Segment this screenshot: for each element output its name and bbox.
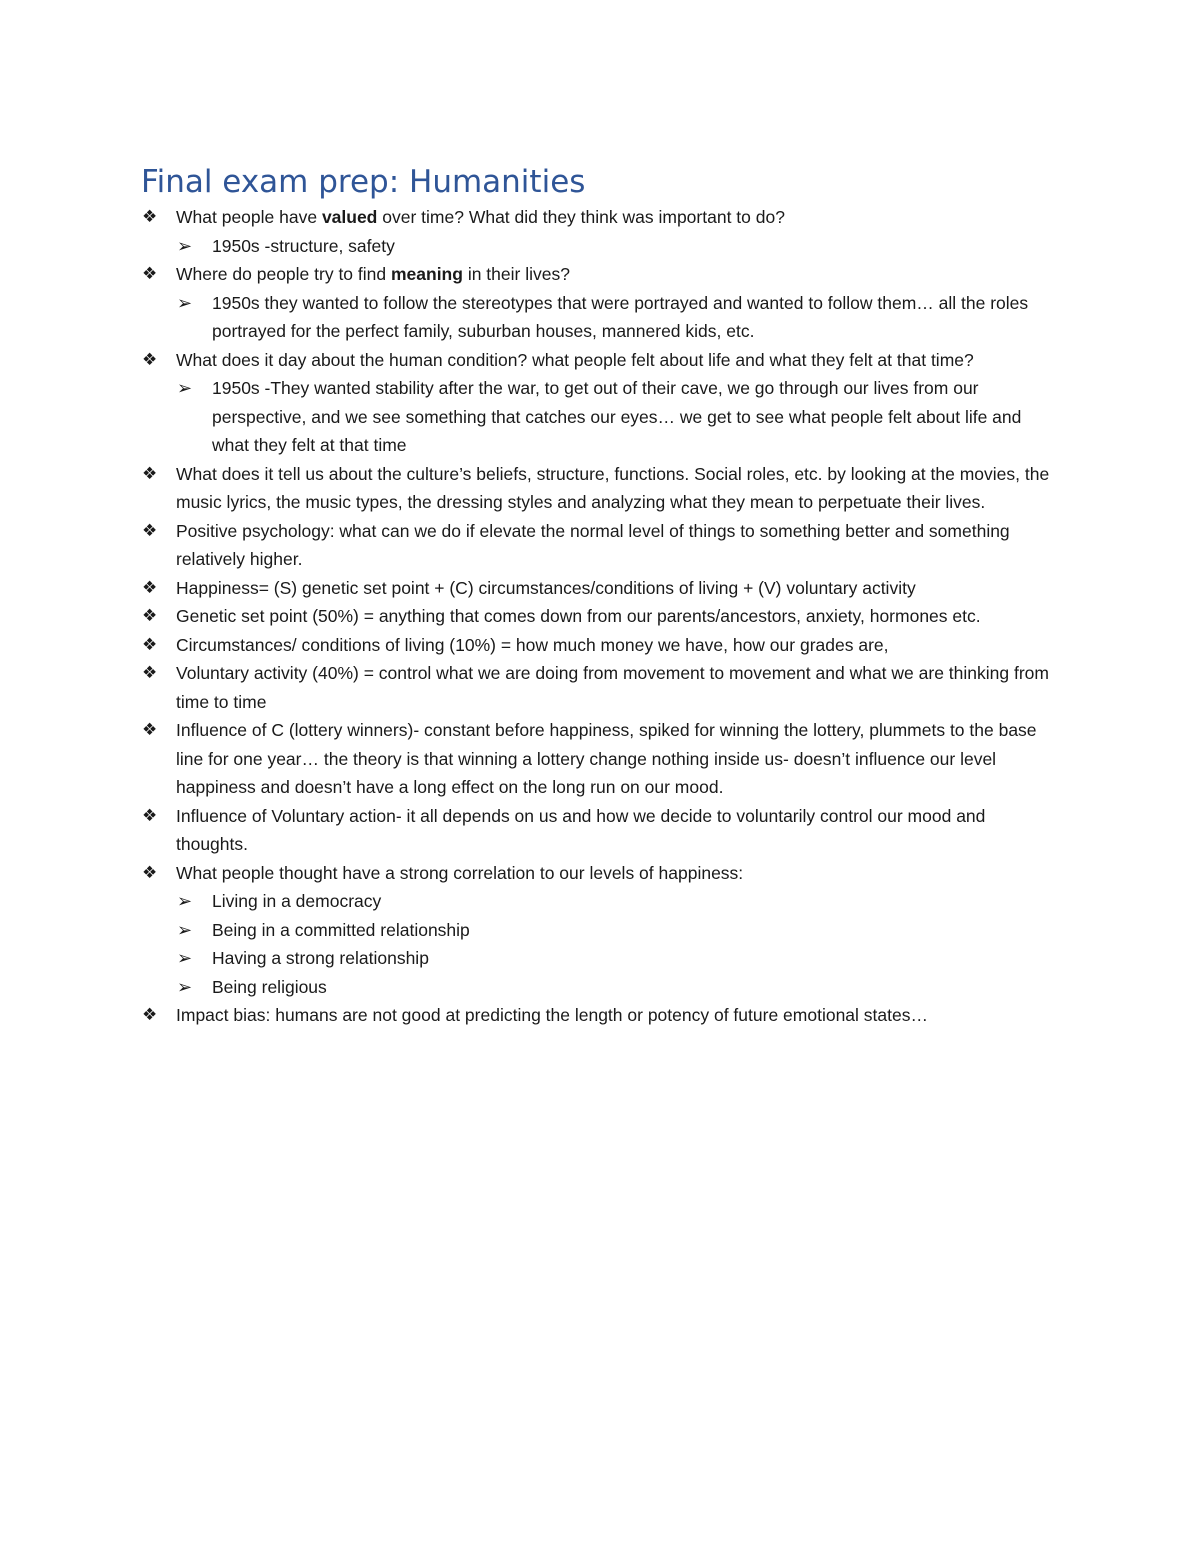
diamond-bullet-icon: ❖ (142, 634, 158, 654)
sub-list-item (141, 887, 1061, 916)
diamond-bullet-icon: ❖ (142, 862, 158, 882)
list-item (141, 346, 1061, 375)
sub-list-item (141, 374, 1061, 460)
list-item (141, 1001, 1061, 1030)
diamond-bullet-icon: ❖ (142, 663, 158, 682)
diamond-bullet-icon: ❖ (142, 606, 158, 625)
item-text: 1950s -They wanted stability after the war, to get out of their cave, we go through our lives from our perspective, and we see something that catches our eyes… we get to see what people felt about life and what they felt at that time (212, 378, 1022, 455)
diamond-bullet-icon: ❖ (142, 720, 158, 739)
arrow-bullet-icon: ➢ (177, 976, 193, 997)
diamond-bullet-icon: ❖ (142, 577, 158, 597)
arrow-bullet-icon: ➢ (177, 235, 193, 256)
item-text: Circumstances/ conditions of living (10%) = how much money we have, how our grades are, (176, 634, 889, 655)
arrow-bullet-icon: ➢ (177, 948, 193, 968)
list-item (141, 602, 1061, 631)
sub-list-item (141, 973, 1061, 1002)
list-item (141, 574, 1061, 603)
sub-list-item (141, 232, 1061, 261)
list-item (141, 260, 1061, 289)
arrow-bullet-icon: ➢ (177, 292, 193, 313)
item-text: Where do people try to find (176, 264, 391, 284)
sub-list-item (141, 916, 1061, 945)
item-text: Happiness= (S) genetic set point + (C) circumstances/conditions of living + (V) voluntary activity (176, 577, 916, 598)
list-item (141, 631, 1061, 660)
list-item (141, 716, 1061, 802)
item-text: Having a strong relationship (212, 948, 429, 968)
list-item (141, 460, 1061, 517)
item-text: in their lives? (462, 264, 570, 284)
diamond-bullet-icon: ❖ (142, 207, 158, 226)
item-text: Being in a committed relationship (212, 919, 470, 940)
item-text: Genetic set point (50%) = anything that comes down from our parents/ancestors, anxiety, hormones etc. (176, 606, 981, 626)
sub-list-item (141, 289, 1061, 346)
item-text: Influence of Voluntary action- it all depends on us and how we decide to voluntarily control our mood and thoughts. (176, 805, 986, 854)
list-item (141, 203, 1061, 232)
arrow-bullet-icon: ➢ (177, 891, 193, 911)
diamond-bullet-icon: ❖ (142, 1005, 158, 1024)
item-text: Influence of C (lottery winners)- constant before happiness, spiked for winning the lottery, plummets to the base line for one year… the theory is that winning a lottery change nothing inside us- doesn’t influence our level happiness and doesn’t have a long effect on the long run on our mood. (176, 720, 1037, 797)
diamond-bullet-icon: ❖ (142, 349, 158, 369)
arrow-bullet-icon: ➢ (177, 919, 193, 940)
list-item (141, 517, 1061, 574)
diamond-bullet-icon: ❖ (142, 805, 158, 825)
item-text: 1950s -structure, safety (212, 235, 395, 256)
item-bold-text: valued (321, 207, 378, 227)
item-text: Voluntary activity (40%) = control what we are doing from movement to movement and what we are thinking from time to time (176, 663, 1049, 712)
item-text: Living in a democracy (212, 891, 382, 911)
item-text: What does it tell us about the culture’s beliefs, structure, functions. Social roles, etc. by looking at the movies, the music lyrics, the music types, the dressing styles and analyzing what they mean to perpetuate their lives. (176, 463, 1050, 512)
arrow-bullet-icon: ➢ (177, 378, 193, 398)
diamond-bullet-icon: ❖ (142, 520, 158, 540)
item-text: Being religious (212, 976, 327, 997)
item-text: over time? What did they think was important to do? (377, 207, 785, 227)
sub-list-item (141, 944, 1061, 973)
item-text: What people thought have a strong correlation to our levels of happiness: (176, 862, 744, 883)
list-item (141, 659, 1061, 716)
item-bold-text: meaning (390, 264, 463, 284)
diamond-bullet-icon: ❖ (142, 463, 158, 483)
item-text: Positive psychology: what can we do if elevate the normal level of things to something better and something relatively higher. (176, 520, 1010, 569)
item-text: What does it day about the human condition? what people felt about life and what they felt at that time? (176, 349, 974, 370)
list-item (141, 859, 1061, 888)
diamond-bullet-icon: ❖ (142, 264, 158, 283)
item-text: 1950s they wanted to follow the stereotypes that were portrayed and wanted to follow them… all the roles portrayed for the perfect family, suburban houses, mannered kids, etc. (212, 292, 1029, 341)
item-text: What people have (176, 207, 322, 227)
document-title: Final exam prep: Humanities (141, 164, 586, 200)
item-text: Impact bias: humans are not good at predicting the length or potency of future emotional states… (176, 1005, 928, 1025)
notes-list (141, 203, 1061, 1030)
list-item (141, 802, 1061, 859)
